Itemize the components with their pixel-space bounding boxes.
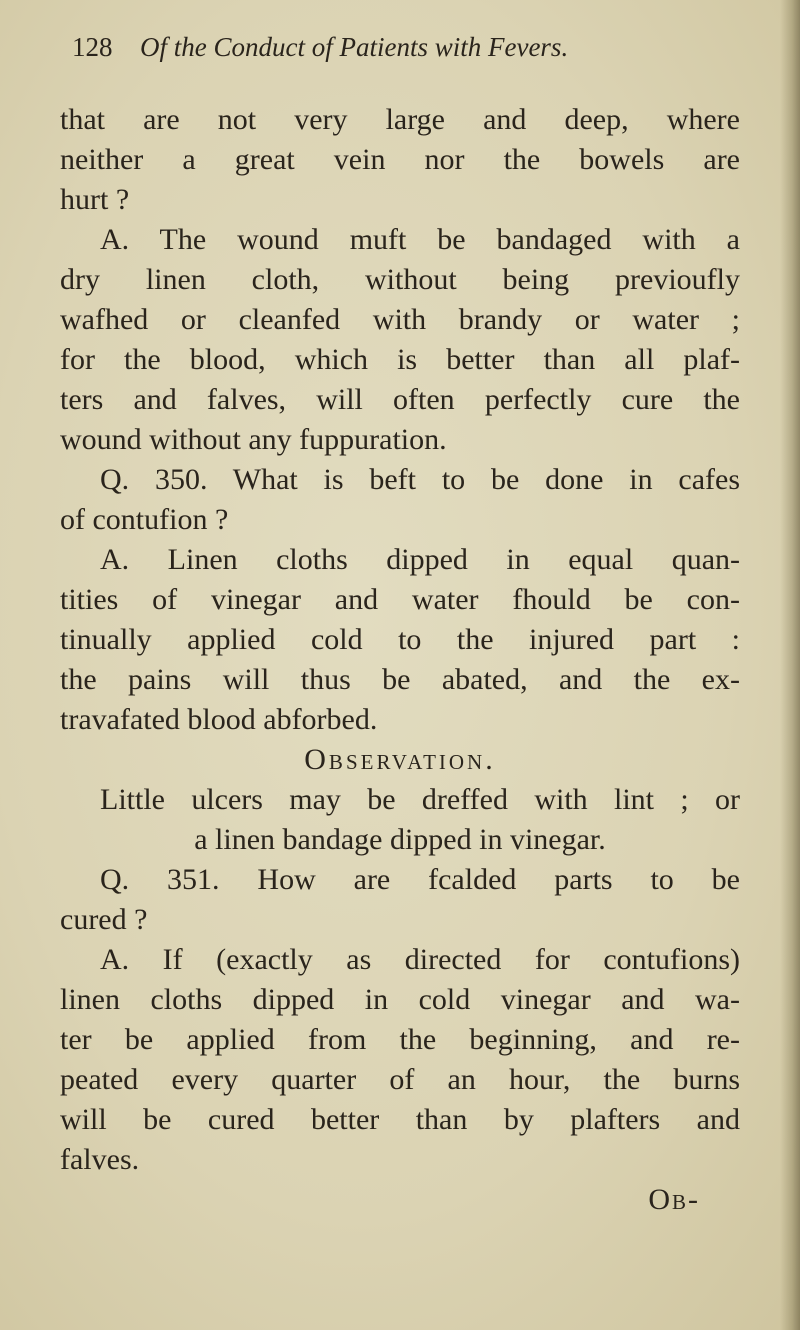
text-line: the pains will thus be abated, and the ex- — [60, 663, 740, 696]
text-line: tinually applied cold to the injured part : — [60, 623, 740, 656]
text-line: cured ? — [60, 903, 148, 936]
text-line: Little ulcers may be dreffed with lint ; or — [100, 783, 740, 816]
answer-line: A. The wound muft be bandaged with a — [100, 223, 740, 256]
text-line: ters and falves, will often perfectly cure the — [60, 383, 740, 416]
text-line: neither a great vein nor the bowels are — [60, 143, 740, 176]
question-351-line: Q. 351. How are fcalded parts to be — [100, 863, 740, 896]
text-line: hurt ? — [60, 183, 130, 216]
body-text — [60, 100, 740, 1220]
text-line: travafated blood abforbed. — [60, 703, 378, 736]
text-line: dry linen cloth, without being previoufly — [60, 263, 740, 296]
text-line: falves. — [60, 1143, 140, 1176]
text-line: linen cloths dipped in cold vinegar and wa- — [60, 983, 740, 1016]
catchword: Ob- — [648, 1183, 700, 1216]
text-line: of contufion ? — [60, 503, 229, 536]
text-line: peated every quarter of an hour, the burns — [60, 1063, 740, 1096]
text-line: wafhed or cleanfed with brandy or water ; — [60, 303, 740, 336]
text-line: that are not very large and deep, where — [60, 103, 740, 136]
text-line: will be cured better than by plafters and — [60, 1103, 740, 1136]
question-350-line: Q. 350. What is beft to be done in cafes — [100, 463, 740, 496]
answer-line: A. Linen cloths dipped in equal quan- — [100, 543, 740, 576]
page-edge-shadow — [780, 0, 800, 1330]
answer-line: A. If (exactly as directed for contufions) — [100, 943, 740, 976]
page-number: 128 — [72, 32, 113, 62]
text-line: wound without any fuppuration. — [60, 423, 447, 456]
observation-heading: Observation. — [304, 743, 496, 776]
page-header — [72, 32, 752, 72]
text-line: a linen bandage dipped in vinegar. — [194, 823, 606, 856]
running-head: Of the Conduct of Patients with Fevers. — [140, 32, 569, 62]
text-line: ter be applied from the beginning, and re- — [60, 1023, 740, 1056]
text-line: tities of vinegar and water fhould be con- — [60, 583, 740, 616]
text-line: for the blood, which is better than all plaf- — [60, 343, 740, 376]
